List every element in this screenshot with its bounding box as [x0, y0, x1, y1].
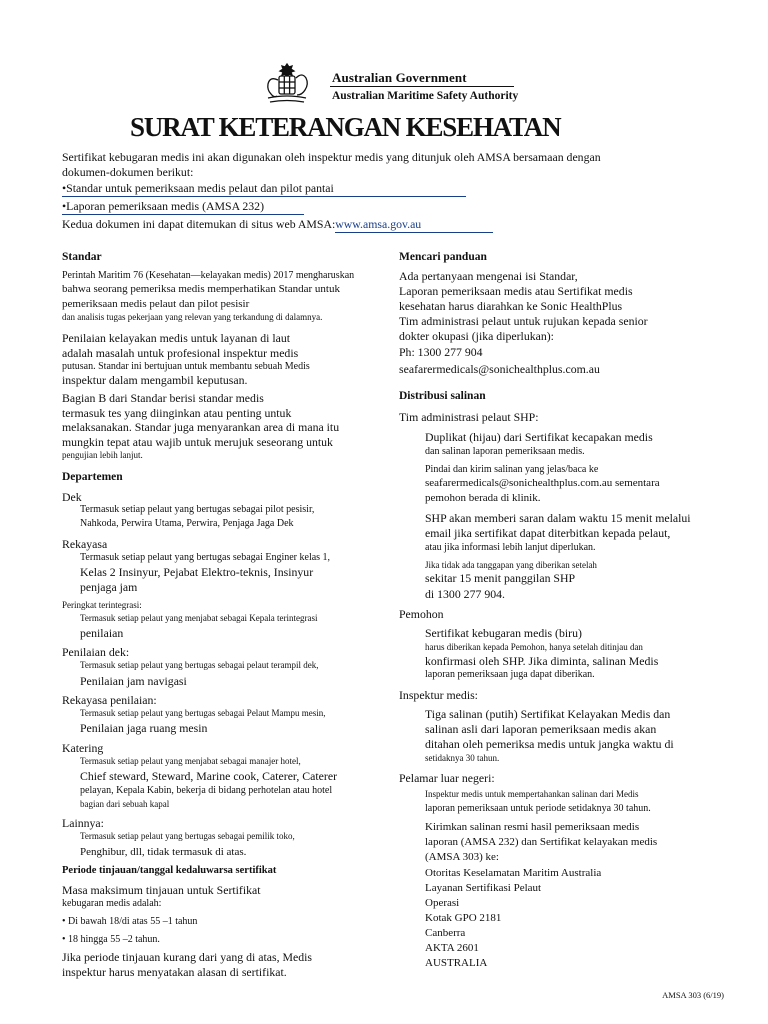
dept-label: Peringkat terintegrasi: — [62, 600, 142, 610]
address-line: Kotak GPO 2181 — [425, 912, 502, 924]
dept-text: Penilaian jaga ruang mesin — [80, 721, 208, 735]
contact-email[interactable]: seafarermedicals@sonichealthplus.com.au — [399, 362, 600, 376]
pemohon-text: laporan pemeriksaan juga dapat diberikan. — [425, 669, 595, 680]
pelamar-text: laporan pemeriksaan untuk periode setidaknya 30 tahun. — [425, 803, 651, 814]
dept-text: penjaga jam — [80, 580, 138, 594]
dept-text: Termasuk setiap pelaut yang bertugas sebagai pemilik toko, — [80, 831, 295, 841]
form-code: AMSA 303 (6/19) — [662, 990, 724, 1000]
shp-text: seafarermedicals@sonichealthplus.com.au sementara — [425, 477, 660, 489]
dept-text: Termasuk setiap pelaut yang menjabat sebagai Kepala terintegrasi — [80, 613, 318, 623]
inspektur-label: Inspektur medis: — [399, 688, 478, 702]
find-docs-prefix: Kedua dokumen ini dapat ditemukan di situs web AMSA: — [62, 217, 336, 231]
periode-text: inspektur harus menyatakan alasan di sertifikat. — [62, 965, 287, 979]
pemohon-text: harus diberikan kepada Pemohon, hanya setelah ditinjau dan — [425, 642, 643, 652]
report-doc-link[interactable]: •Laporan pemeriksaan medis (AMSA 232) — [62, 201, 304, 215]
shp-text: sekitar 15 menit panggilan SHP — [425, 571, 576, 585]
standar-text: putusan. Standar ini bertujuan untuk membantu sebuah Medis — [62, 361, 310, 372]
shp-text: dan salinan laporan pemeriksaan medis. — [425, 446, 585, 457]
shp-text: SHP akan memberi saran dalam waktu 15 menit melalui — [425, 511, 691, 525]
periode-bullet: • 18 hingga 55 –2 tahun. — [62, 934, 160, 945]
periode-bullet: • Di bawah 18/di atas 55 –1 tahun — [62, 916, 198, 927]
dept-label: Rekayasa — [62, 537, 108, 551]
panduan-text: Laporan pemeriksaan medis atau Sertifikat medis — [399, 284, 633, 298]
periode-text: Jika periode tinjauan kurang dari yang di atas, Medis — [62, 950, 312, 964]
periode-heading: Periode tinjauan/tanggal kedaluwarsa sertifikat — [62, 865, 277, 876]
address-line: AKTA 2601 — [425, 942, 479, 954]
shp-label: Tim administrasi pelaut SHP: — [399, 410, 539, 424]
dept-text: Penghibur, dll, tidak termasuk di atas. — [80, 846, 247, 858]
inspektur-text: salinan asli dari laporan pemeriksaan medis akan — [425, 722, 657, 736]
standar-text: pengujian lebih lanjut. — [62, 450, 143, 460]
dept-label: Penilaian dek: — [62, 645, 130, 659]
standar-text: mungkin tepat atau wajib untuk merujuk seseorang untuk — [62, 435, 333, 449]
standar-text: termasuk tes yang diinginkan atau penting untuk — [62, 406, 292, 420]
phone-number[interactable]: Ph: 1300 277 904 — [399, 345, 483, 359]
dept-label: Rekayasa penilaian: — [62, 693, 157, 707]
dept-label: Lainnya: — [62, 816, 104, 830]
panduan-text: Ada pertanyaan mengenai isi Standar, — [399, 269, 578, 283]
shp-text: pemohon berada di klinik. — [425, 492, 541, 504]
intro-line: Sertifikat kebugaran medis ini akan digunakan oleh inspektur medis yang ditunjuk oleh AMSA bersamaan dengan — [62, 150, 601, 164]
org-subname: Australian Maritime Safety Authority — [332, 90, 519, 102]
standard-doc-link[interactable]: •Standar untuk pemeriksaan medis pelaut dan pilot pantai — [62, 183, 466, 197]
inspektur-text: setidaknya 30 tahun. — [425, 753, 500, 763]
dept-text: Termasuk setiap pelaut yang bertugas sebagai pilot pesisir, — [80, 504, 315, 515]
pemohon-text: Sertifikat kebugaran medis (biru) — [425, 626, 582, 640]
periode-text: Masa maksimum tinjauan untuk Sertifikat — [62, 883, 261, 897]
address-line: Layanan Sertifikasi Pelaut — [425, 882, 542, 894]
shp-text: email jika sertifikat dapat diterbitkan kepada pelaut, — [425, 526, 671, 540]
standar-text: pemeriksaan medis pelaut dan pilot pesisir — [62, 298, 250, 310]
standar-text: Perintah Maritim 76 (Kesehatan—kelayakan medis) 2017 mengharuskan — [62, 270, 355, 281]
pelamar-text: (AMSA 303) ke: — [425, 851, 499, 863]
address-line: Canberra — [425, 927, 466, 939]
dept-text: Chief steward, Steward, Marine cook, Caterer, Caterer — [80, 769, 337, 783]
dept-label: Dek — [62, 490, 82, 504]
address-line: Operasi — [425, 897, 460, 909]
standar-text: adalah masalah untuk profesional inspektur medis — [62, 346, 299, 360]
dept-text: Termasuk setiap pelaut yang bertugas sebagai pelaut terampil dek, — [80, 660, 319, 670]
dept-label: Katering — [62, 741, 104, 755]
standar-text: dan analisis tugas pekerjaan yang relevan yang terkandung di dalamnya. — [62, 312, 323, 322]
header-rule — [330, 86, 514, 87]
find-docs-text — [62, 219, 493, 233]
shp-text: Pindai dan kirim salinan yang jelas/baca ke — [425, 464, 599, 475]
panduan-text: Tim administrasi pelaut untuk rujukan kepada senior — [399, 314, 648, 328]
standar-text: bahwa seorang pemeriksa medis memperhatikan Standar untuk — [62, 283, 340, 295]
periode-text: kebugaran medis adalah: — [62, 898, 162, 909]
standar-text: Penilaian kelayakan medis untuk layanan di laut — [62, 331, 291, 345]
dept-text: Penilaian jam navigasi — [80, 674, 187, 688]
shp-text: Duplikat (hijau) dari Sertifikat kecapakan medis — [425, 430, 653, 444]
inspektur-text: ditahan oleh pemeriksa medis untuk jangka waktu di — [425, 737, 674, 751]
amsa-website-link[interactable]: www.amsa.gov.au — [335, 219, 493, 233]
address-line: Otoritas Keselamatan Maritim Australia — [425, 867, 602, 879]
pemohon-text: konfirmasi oleh SHP. Jika diminta, salinan Medis — [425, 654, 659, 668]
pemohon-label: Pemohon — [399, 607, 444, 621]
coat-of-arms-icon — [262, 58, 312, 106]
dept-text: Termasuk setiap pelaut yang bertugas sebagai Enginer kelas 1, — [80, 552, 331, 563]
address-line: AUSTRALIA — [425, 957, 488, 969]
panduan-heading: Mencari panduan — [399, 251, 487, 263]
pelamar-text: laporan (AMSA 232) dan Sertifikat kelayakan medis — [425, 836, 658, 848]
dept-text: Termasuk setiap pelaut yang menjabat sebagai manajer hotel, — [80, 756, 301, 766]
org-name: Australian Government — [332, 70, 467, 85]
dept-text: bagian dari sebuah kapal — [80, 799, 170, 809]
shp-text: di 1300 277 904. — [425, 587, 505, 601]
pelamar-text: Kirimkan salinan resmi hasil pemeriksaan medis — [425, 821, 640, 833]
dept-text: Nahkoda, Perwira Utama, Perwira, Penjaga Jaga Dek — [80, 518, 294, 529]
pelamar-label: Pelamar luar negeri: — [399, 771, 495, 785]
inspektur-text: Tiga salinan (putih) Sertifikat Kelayakan Medis dan — [425, 707, 671, 721]
intro-line: dokumen-dokumen berikut: — [62, 165, 194, 179]
departemen-heading: Departemen — [62, 471, 123, 483]
standar-text: Bagian B dari Standar berisi standar medis — [62, 391, 264, 405]
distribusi-heading: Distribusi salinan — [399, 390, 486, 402]
dept-text: Termasuk setiap pelaut yang bertugas sebagai Pelaut Mampu mesin, — [80, 708, 326, 718]
page-title: SURAT KETERANGAN KESEHATAN — [130, 112, 561, 142]
pelamar-text: Inspektur medis untuk mempertahankan salinan dari Medis — [425, 789, 639, 799]
standar-text: melaksanakan. Standar juga menyarankan area di mana itu — [62, 420, 340, 434]
standar-text: inspektur dalam mengambil keputusan. — [62, 373, 248, 387]
shp-text: atau jika informasi lebih lanjut diperlukan. — [425, 542, 596, 553]
panduan-text: dokter okupasi (jika diperlukan): — [399, 329, 554, 343]
dept-text: penilaian — [80, 626, 124, 640]
panduan-text: kesehatan harus diarahkan ke Sonic HealthPlus — [399, 299, 623, 313]
dept-text: pelayan, Kepala Kabin, bekerja di bidang perhotelan atau hotel — [80, 785, 333, 796]
shp-text: Jika tidak ada tanggapan yang diberikan setelah — [425, 560, 597, 570]
dept-text: Kelas 2 Insinyur, Pejabat Elektro-teknis, Insinyur — [80, 565, 314, 579]
standar-heading: Standar — [62, 251, 102, 263]
